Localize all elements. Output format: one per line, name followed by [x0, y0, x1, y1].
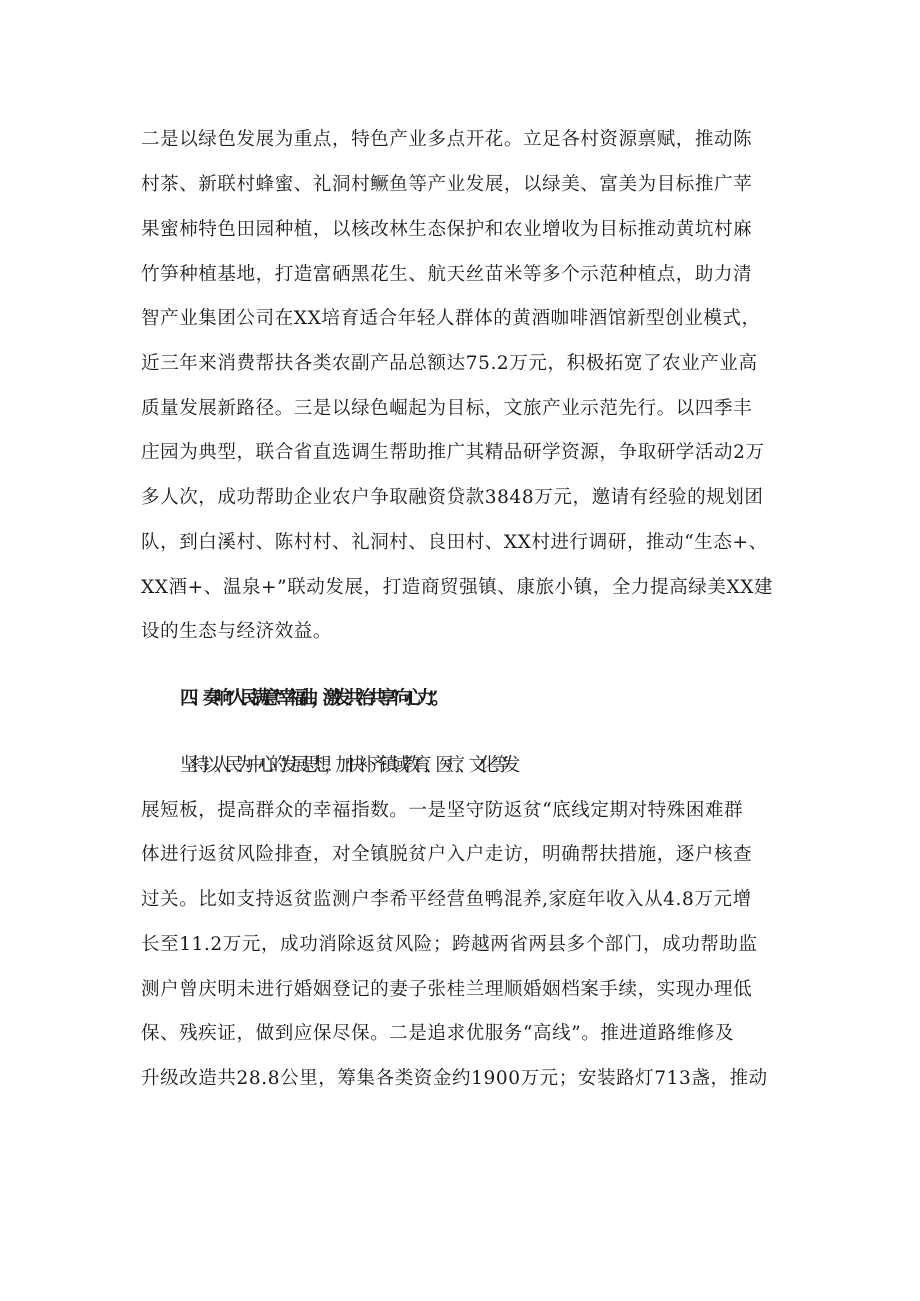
paragraph-line: 二是以绿色发展为重点，特色产业多点开花。立足各村资源禀赋，推动陈: [141, 129, 753, 150]
paragraph-line: 测户曾庆明未进行婚姻登记的妻子张桂兰理顺婚姻档案手续，实现办理低: [141, 979, 753, 1000]
paragraph-line: 升级改造共28.8公里，筹集各类资金约1900万元；安装路灯713盏，推动: [141, 1068, 768, 1089]
paragraph-line: 村茶、新联村蜂蜜、礼洞村鳜鱼等产业发展，以绿美、富美为目标推广苹: [141, 174, 753, 195]
paragraph-line: 竹笋种植基地，打造富硒黑花生、航天丝苗米等多个示范种植点，助力清: [141, 264, 753, 285]
paragraph-line: 队，到白溪村、陈村村、礼洞村、良田村、XX村进行调研，推动“生态+、: [141, 532, 768, 553]
paragraph-line: 体进行返贫风险排查，对全镇脱贫户入户走访，明确帮扶措施，逐户核查: [141, 844, 753, 865]
paragraph-line: 保、残疾证，做到应保尽保。二是追求优服务“高线”。推进道路维修及: [141, 1023, 735, 1044]
paragraph-line: 庄园为典型，联合省直选调生帮助推广其精品研学资源，争取研学活动2万: [141, 442, 765, 463]
paragraph-line: 过关。比如支持返贫监测户李希平经营鱼鸭混养,家庭年收入从4.8万元增: [141, 889, 752, 910]
paragraph-line: 果蜜柿特色田园种植，以核改林生态保护和农业增收为目标推动黄坑村麻: [141, 219, 753, 240]
paragraph-line: 设的生态与经济效益。: [141, 621, 333, 642]
paragraph-line: 近三年来消费帮扶各类农副产品总额达75.2万元，积极拓宽了农业产业高: [141, 353, 758, 374]
paragraph-line: XX酒+、温泉+”联动发展，打造商贸强镇、康旅小镇，全力提高绿美XX建: [141, 577, 774, 598]
paragraph-line: 质量发展新路径。三是以绿色崛起为目标，文旅产业示范先行。以四季丰: [141, 398, 753, 419]
paragraph-line: 多人次，成功帮助企业农户争取融资贷款3848万元，邀请有经验的规划团: [141, 487, 764, 508]
paragraph-line: 智产业集团公司在XX培育适合年轻人群体的黄酒咖啡酒馆新型创业模式，: [141, 308, 761, 329]
section-heading: 四、奏响“人民满意”幸福曲，激发共治共享“向心力”。: [180, 688, 443, 709]
paragraph-line: 长至11.2万元，成功消除返贫风险；跨越两省两县多个部门，成功帮助监: [141, 934, 758, 955]
paragraph-line: 展短板，提高群众的幸福指数。一是坚守防返贫“底线定期对特殊困难群: [141, 800, 744, 821]
paragraph-line: 坚持以人民为中心的发展思想，加快补齐镇域教育、医疗、文化等发: [180, 755, 514, 776]
